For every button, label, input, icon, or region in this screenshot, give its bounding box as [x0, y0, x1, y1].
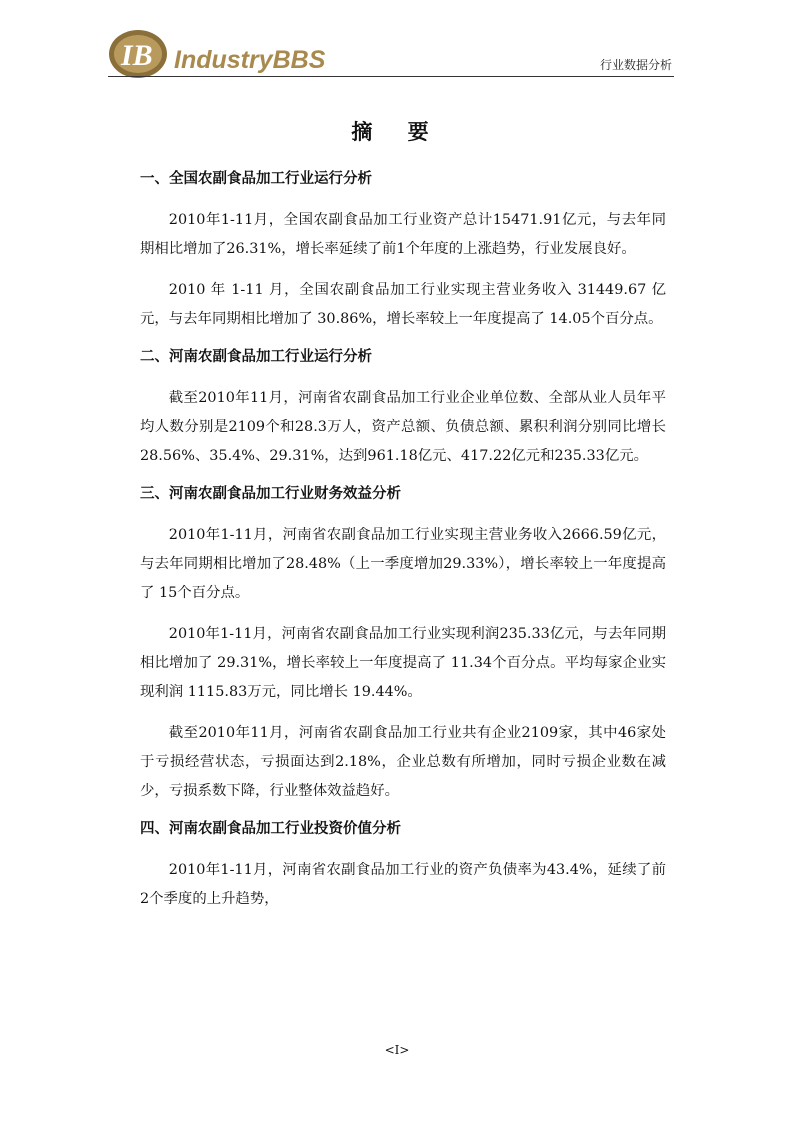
section-national-operation: [140, 168, 666, 334]
page-title: 摘 要: [351, 120, 443, 144]
section-henan-financial: [140, 483, 666, 806]
header-category: 行业数据分析: [599, 58, 672, 72]
page-number: <I>: [384, 1043, 410, 1057]
section-heading: 四、河南农副食品加工行业投资价值分析: [140, 821, 401, 837]
paragraph: 截至2010年11月，河南省农副食品加工行业企业单位数、全部从业人员年平均人数分别是2109个和28.3万人，资产总额、负债总额、累积利润分别同比增长28.56%、35.4%、29.31%，达到961.18亿元、417.22亿元和235.33亿元。: [140, 390, 666, 464]
document-body: [140, 168, 666, 926]
paragraph: 2010年1-11月，河南省农副食品加工行业实现利润235.33亿元，与去年同期相比增加了 29.31%，增长率较上一年度提高了 11.34个百分点。平均每家企业实现利润 1115.83万元，同比增长 19.44%。: [140, 626, 666, 700]
section-henan-operation: [140, 346, 666, 471]
section-henan-investment: [140, 818, 666, 914]
paragraph: 截至2010年11月，河南省农副食品加工行业共有企业2109家，其中46家处于亏损经营状态，亏损面达到2.18%，企业总数有所增加，同时亏损企业数在减少，亏损系数下降，行业整体效益趋好。: [140, 725, 666, 799]
page-header: [108, 28, 674, 82]
section-heading: 三、河南农副食品加工行业财务效益分析: [140, 486, 401, 502]
paragraph: 2010 年 1-11 月，全国农副食品加工行业实现主营业务收入 31449.67 亿元，与去年同期相比增加了 30.86%，增长率较上一年度提高了 14.05个百分点。: [140, 282, 666, 327]
svg-text:IndustryBBS: IndustryBBS: [174, 46, 326, 74]
industrybbs-logo: [108, 28, 338, 80]
paragraph: 2010年1-11月，河南省农副食品加工行业实现主营业务收入2666.59亿元，与去年同期相比增加了28.48%（上一季度增加29.33%），增长率较上一年度提高了 15个百分点。: [140, 527, 666, 601]
section-heading: 二、河南农副食品加工行业运行分析: [140, 349, 372, 365]
paragraph: 2010年1-11月，河南省农副食品加工行业的资产负债率为43.4%，延续了前2个季度的上升趋势，: [140, 862, 666, 907]
paragraph: 2010年1-11月，全国农副食品加工行业资产总计15471.91亿元，与去年同期相比增加了26.31%，增长率延续了前1个年度的上涨趋势，行业发展良好。: [140, 212, 666, 257]
header-divider: [108, 76, 674, 77]
section-heading: 一、全国农副食品加工行业运行分析: [140, 171, 372, 187]
svg-text:IB: IB: [121, 39, 153, 72]
